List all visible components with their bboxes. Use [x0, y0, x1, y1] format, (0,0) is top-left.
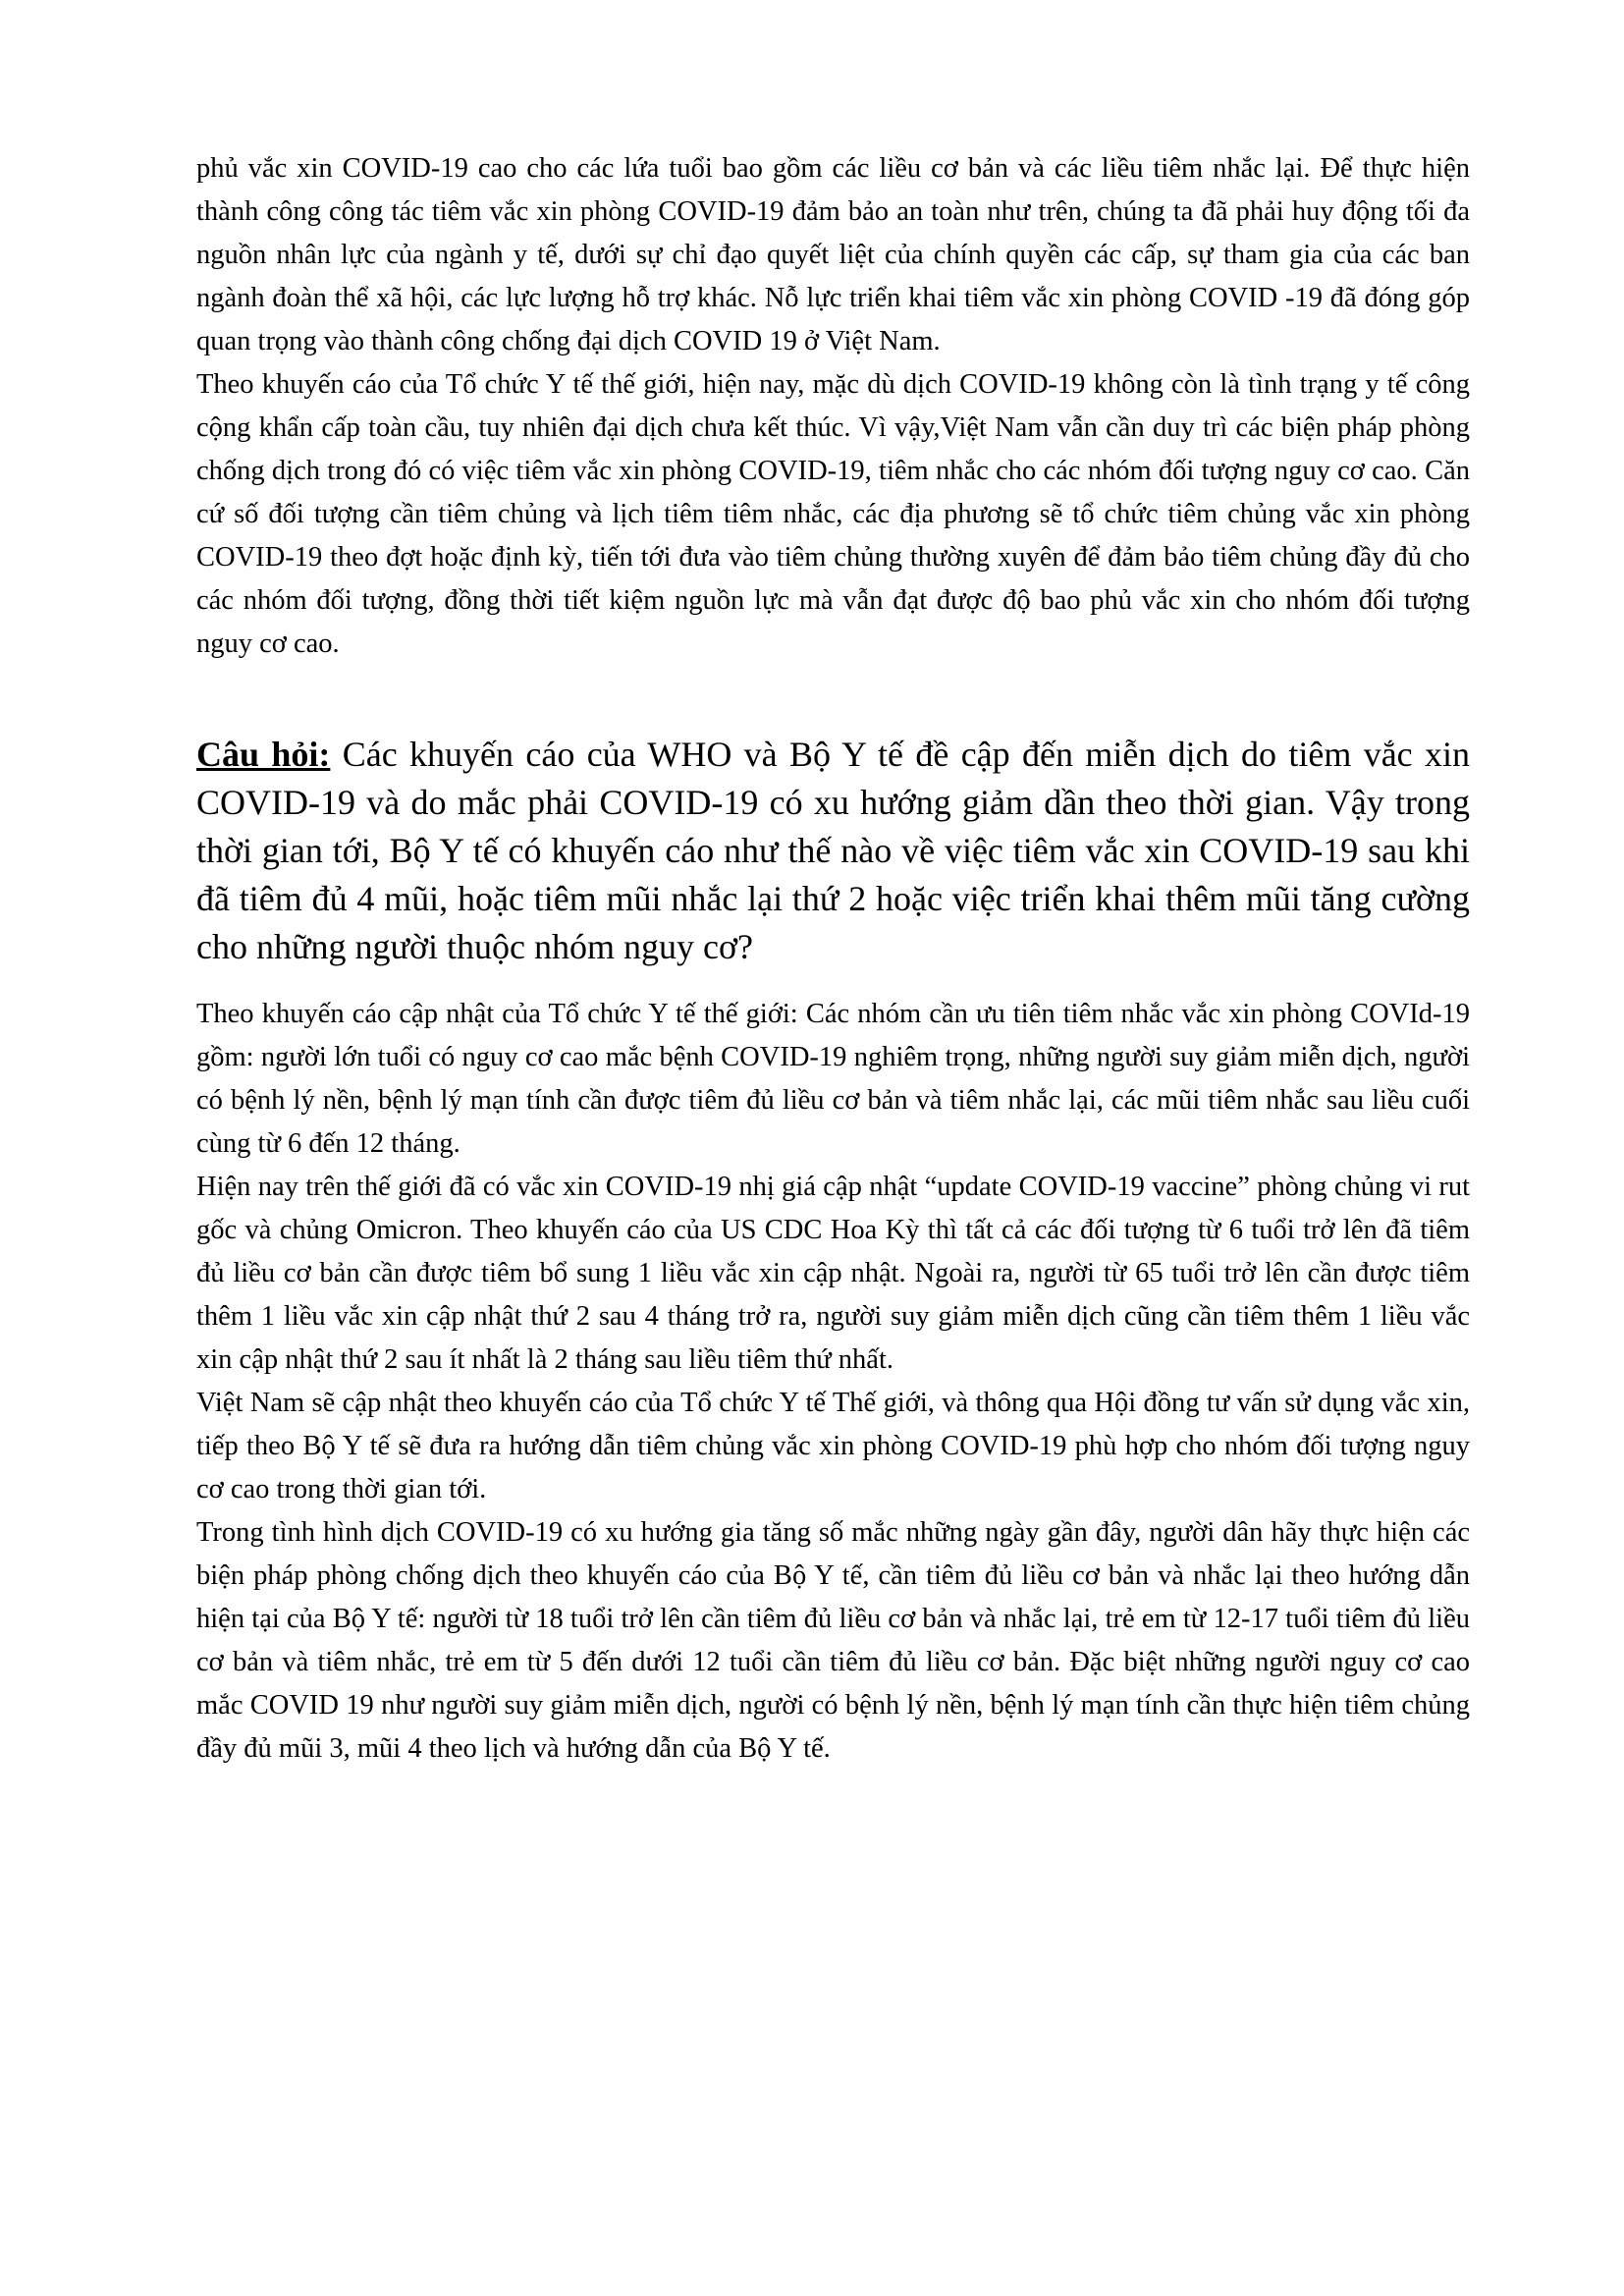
intro-paragraph-1: phủ vắc xin COVID-19 cao cho các lứa tuổi bao gồm các liều cơ bản và các liều tiêm nhắc lại. Để thực hiện thành công công tác tiêm vắc xin phòng COVID-19 đảm bảo an toàn như trên, chúng ta đã phải huy động tối đa nguồn nhân lực của ngành y tế, dưới sự chỉ đạo quyết liệt của chính quyền các cấp, sự tham gia của các ban ngành đoàn thể xã hội, các lực lượng hỗ trợ khác. Nỗ lực triển khai tiêm vắc xin phòng COVID -19 đã đóng góp quan trọng vào thành công chống đại dịch COVID 19 ở Việt Nam. — [196, 153, 1470, 356]
question-label: Câu hỏi: — [196, 735, 331, 774]
question-text: Các khuyến cáo của WHO và Bộ Y tế đề cập đến miễn dịch do tiêm vắc xin COVID-19 và do mắc phải COVID-19 có xu hướng giảm dần theo thời gian. Vậy trong thời gian tới, Bộ Y tế có khuyến cáo như thế nào về việc tiêm vắc xin COVID-19 sau khi đã tiêm đủ 4 mũi, hoặc tiêm mũi nhắc lại thứ 2 hoặc việc triển khai thêm mũi tăng cường cho những người thuộc nhóm nguy cơ? — [196, 735, 1470, 966]
answer-paragraph-3: Việt Nam sẽ cập nhật theo khuyến cáo của Tổ chức Y tế Thế giới, và thông qua Hội đồng tư vấn sử dụng vắc xin, tiếp theo Bộ Y tế sẽ đưa ra hướng dẫn tiêm chủng vắc xin phòng COVID-19 phù hợp cho nhóm đối tượng nguy cơ cao trong thời gian tới. — [196, 1388, 1470, 1504]
section-spacer — [196, 666, 1470, 731]
answer-paragraph-4: Trong tình hình dịch COVID-19 có xu hướng gia tăng số mắc những ngày gần đây, người dân hãy thực hiện các biện pháp phòng chống dịch theo khuyến cáo của Bộ Y tế, cần tiêm đủ liều cơ bản và nhắc lại theo hướng dẫn hiện tại của Bộ Y tế: người từ 18 tuổi trở lên cần tiêm đủ liều cơ bản và nhắc lại, trẻ em từ 12-17 tuổi tiêm đủ liều cơ bản và tiêm nhắc, trẻ em từ 5 đến dưới 12 tuổi cần tiêm đủ liều cơ bản. Đặc biệt những người nguy cơ cao mắc COVID 19 như người suy giảm miễn dịch, người có bệnh lý nền, bệnh lý mạn tính cần thực hiện tiêm chủng đầy đủ mũi 3, mũi 4 theo lịch và hướng dẫn của Bộ Y tế. — [196, 1517, 1470, 1764]
answer-paragraph-2: Hiện nay trên thế giới đã có vắc xin COVID-19 nhị giá cập nhật “update COVID-19 vaccine” phòng chủng vi rut gốc và chủng Omicron. Theo khuyến cáo của US CDC Hoa Kỳ thì tất cả các đối tượng từ 6 tuổi trở lên đã tiêm đủ liều cơ bản cần được tiêm bổ sung 1 liều vắc xin cập nhật. Ngoài ra, người từ 65 tuổi trở lên cần được tiêm thêm 1 liều vắc xin cập nhật thứ 2 sau 4 tháng trở ra, người suy giảm miễn dịch cũng cần tiêm thêm 1 liều vắc xin cập nhật thứ 2 sau ít nhất là 2 tháng sau liều tiêm thứ nhất. — [196, 1172, 1470, 1375]
document-page — [196, 147, 1470, 1771]
question-block — [196, 731, 1470, 971]
answer-paragraph-1: Theo khuyến cáo cập nhật của Tổ chức Y tế thế giới: Các nhóm cần ưu tiên tiêm nhắc vắc xin phòng COVId-19 gồm: người lớn tuổi có nguy cơ cao mắc bệnh COVID-19 nghiêm trọng, những người suy giảm miễn dịch, người có bệnh lý nền, bệnh lý mạn tính cần được tiêm đủ liều cơ bản và tiêm nhắc lại, các mũi tiêm nhắc sau liều cuối cùng từ 6 đến 12 tháng. — [196, 999, 1470, 1159]
intro-paragraph-2: Theo khuyến cáo của Tổ chức Y tế thế giới, hiện nay, mặc dù dịch COVID-19 không còn là tình trạng y tế công cộng khẩn cấp toàn cầu, tuy nhiên đại dịch chưa kết thúc. Vì vậy,Việt Nam vẫn cần duy trì các biện pháp phòng chống dịch trong đó có việc tiêm vắc xin phòng COVID-19, tiêm nhắc cho các nhóm đối tượng nguy cơ cao. Căn cứ số đối tượng cần tiêm chủng và lịch tiêm tiêm nhắc, các địa phương sẽ tổ chức tiêm chủng vắc xin phòng COVID-19 theo đợt hoặc định kỳ, tiến tới đưa vào tiêm chủng thường xuyên để đảm bảo tiêm chủng đầy đủ cho các nhóm đối tượng, đồng thời tiết kiệm nguồn lực mà vẫn đạt được độ bao phủ vắc xin cho nhóm đối tượng nguy cơ cao. — [196, 369, 1470, 659]
